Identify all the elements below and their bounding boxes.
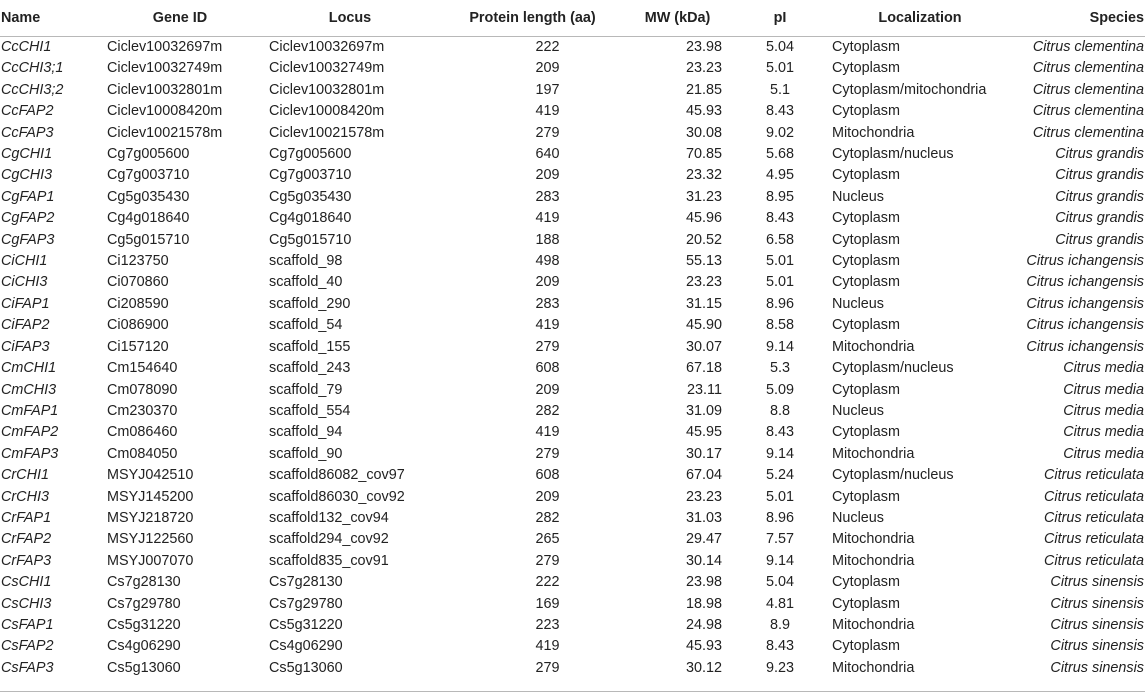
cell-mw: 45.93 (685, 638, 722, 655)
cell-species: Citrus media (1063, 445, 1144, 462)
cell-locus: Cs4g06290 (269, 638, 343, 655)
cell-localization: Nucleus (832, 402, 884, 419)
cell-locus: Ciclev10032697m (269, 39, 385, 55)
cell-localization: Cytoplasm (832, 103, 900, 120)
cell-protein-length: 222 (535, 574, 560, 591)
cell-gene-id: MSYJ007070 (107, 552, 194, 569)
cell-species: Citrus clementina (1032, 39, 1144, 55)
cell-protein-length: 282 (535, 402, 560, 419)
cell-localization: Cytoplasm (832, 488, 900, 505)
cell-name: CgCHI3 (1, 167, 53, 184)
cell-localization: Cytoplasm (832, 274, 900, 291)
cell-gene-id: MSYJ042510 (107, 467, 194, 484)
cell-protein-length: 283 (535, 188, 560, 205)
cell-species: Citrus clementina (1032, 81, 1144, 98)
cell-localization: Mitochondria (832, 659, 915, 676)
column-header-mw: MW (kDa) (625, 0, 730, 37)
cell-protein-length: 222 (535, 39, 560, 55)
table-row (0, 465, 1145, 486)
table-row (0, 80, 1145, 101)
cell-gene-id: Cm084050 (107, 445, 178, 462)
cell-name: CcFAP2 (1, 103, 54, 120)
cell-localization: Nucleus (832, 188, 884, 205)
cell-species: Citrus clementina (1032, 103, 1144, 120)
cell-name: CcCHI3;1 (1, 60, 64, 77)
cell-species: Citrus ichangensis (1026, 253, 1144, 270)
cell-species: Citrus ichangensis (1026, 338, 1144, 355)
cell-name: CmFAP1 (1, 402, 59, 419)
cell-name: CsFAP2 (1, 638, 54, 655)
cell-gene-id: Cm230370 (107, 402, 178, 419)
cell-gene-id: Ci157120 (107, 338, 169, 355)
cell-pi: 6.58 (765, 231, 794, 248)
cell-gene-id: Cm086460 (107, 424, 178, 441)
cell-locus: Cg7g003710 (269, 167, 352, 184)
cell-mw: 45.90 (685, 317, 722, 334)
cell-locus: Ciclev10032801m (269, 81, 385, 98)
cell-pi: 5.04 (765, 39, 794, 55)
table-row (0, 572, 1145, 593)
cell-gene-id: Cg7g003710 (107, 167, 190, 184)
cell-protein-length: 282 (535, 509, 560, 526)
cell-name: CrFAP3 (1, 552, 52, 569)
cell-name: CcFAP3 (1, 124, 54, 141)
cell-gene-id: Ciclev10032801m (107, 81, 223, 98)
header-row (0, 0, 1145, 37)
cell-localization: Cytoplasm/nucleus (832, 146, 954, 163)
cell-mw: 23.23 (685, 60, 722, 77)
cell-localization: Cytoplasm (832, 210, 900, 227)
cell-protein-length: 419 (535, 638, 560, 655)
cell-protein-length: 169 (535, 595, 560, 612)
table-row (0, 658, 1145, 679)
cell-mw: 30.17 (685, 445, 722, 462)
cell-name: CsCHI3 (1, 595, 52, 612)
cell-localization: Mitochondria (832, 552, 915, 569)
cell-mw: 31.09 (685, 402, 722, 419)
cell-localization: Nucleus (832, 295, 884, 312)
cell-locus: Cg5g035430 (269, 188, 352, 205)
cell-protein-length: 279 (535, 124, 560, 141)
cell-name: CmFAP2 (1, 424, 59, 441)
column-header-gene-id: Gene ID (100, 0, 260, 37)
cell-mw: 23.11 (687, 381, 722, 398)
cell-localization: Nucleus (832, 509, 884, 526)
cell-name: CiFAP1 (1, 295, 50, 312)
cell-name: CiCHI1 (1, 253, 48, 270)
cell-species: Citrus reticulata (1044, 531, 1144, 548)
cell-gene-id: Ci123750 (107, 253, 169, 270)
cell-species: Citrus sinensis (1050, 574, 1144, 591)
cell-pi: 9.02 (765, 124, 794, 141)
cell-name: CiFAP3 (1, 338, 50, 355)
column-header-protein-length: Protein length (aa) (440, 0, 625, 37)
table-row (0, 529, 1145, 550)
cell-mw: 70.85 (685, 146, 722, 163)
cell-protein-length: 419 (535, 424, 560, 441)
cell-gene-id: Cs7g28130 (107, 574, 181, 591)
table-row (0, 615, 1145, 636)
cell-name: CrFAP1 (1, 509, 52, 526)
table-row (0, 594, 1145, 615)
cell-gene-id: MSYJ218720 (107, 509, 194, 526)
table-row (0, 294, 1145, 315)
cell-species: Citrus grandis (1055, 231, 1144, 248)
table-row (0, 508, 1145, 529)
cell-species: Citrus reticulata (1044, 488, 1144, 505)
cell-name: CmCHI3 (1, 381, 57, 398)
cell-name: CgFAP2 (1, 210, 55, 227)
table-header (0, 0, 1145, 37)
cell-species: Citrus sinensis (1050, 616, 1144, 633)
cell-pi: 9.14 (765, 445, 794, 462)
cell-species: Citrus media (1063, 360, 1144, 377)
cell-species: Citrus media (1063, 381, 1144, 398)
cell-species: Citrus grandis (1055, 167, 1144, 184)
cell-protein-length: 419 (535, 317, 560, 334)
cell-pi: 4.95 (765, 167, 794, 184)
cell-locus: Cs7g29780 (269, 595, 343, 612)
cell-mw: 23.32 (685, 167, 722, 184)
cell-localization: Mitochondria (832, 124, 915, 141)
cell-species: Citrus media (1063, 402, 1144, 419)
cell-protein-length: 265 (535, 531, 560, 548)
cell-locus: Cg4g018640 (269, 210, 352, 227)
cell-mw: 31.15 (685, 295, 722, 312)
cell-protein-length: 209 (535, 167, 560, 184)
cell-protein-length: 608 (535, 467, 560, 484)
cell-gene-id: Cs4g06290 (107, 638, 181, 655)
cell-name: CrFAP2 (1, 531, 52, 548)
cell-protein-length: 209 (535, 274, 560, 291)
cell-name: CrCHI1 (1, 467, 49, 484)
cell-localization: Cytoplasm (832, 595, 900, 612)
cell-locus: scaffold_79 (269, 381, 343, 398)
cell-pi: 4.81 (765, 595, 794, 612)
cell-species: Citrus sinensis (1050, 638, 1144, 655)
column-header-locus: Locus (260, 0, 440, 37)
cell-mw: 20.52 (685, 231, 722, 248)
cell-gene-id: Ci208590 (107, 295, 169, 312)
cell-locus: scaffold132_cov94 (269, 509, 389, 526)
cell-pi: 5.1 (769, 81, 790, 98)
cell-species: Citrus ichangensis (1026, 274, 1144, 291)
cell-gene-id: Cg4g018640 (107, 210, 190, 227)
table-row (0, 636, 1145, 657)
cell-gene-id: Ci086900 (107, 317, 169, 334)
cell-protein-length: 608 (535, 360, 560, 377)
cell-species: Citrus media (1063, 424, 1144, 441)
cell-species: Citrus ichangensis (1026, 317, 1144, 334)
cell-localization: Cytoplasm (832, 39, 900, 55)
cell-pi: 5.01 (765, 60, 794, 77)
cell-name: CcCHI3;2 (1, 81, 64, 98)
table-row (0, 208, 1145, 229)
cell-protein-length: 419 (535, 210, 560, 227)
cell-locus: scaffold_40 (269, 274, 343, 291)
table-row (0, 123, 1145, 144)
cell-name: CsCHI1 (1, 574, 52, 591)
cell-locus: Cs7g28130 (269, 574, 343, 591)
cell-gene-id: Ci070860 (107, 274, 169, 291)
cell-pi: 8.43 (765, 210, 794, 227)
cell-gene-id: Cm078090 (107, 381, 178, 398)
cell-mw: 21.85 (685, 81, 722, 98)
cell-species: Citrus reticulata (1044, 467, 1144, 484)
cell-localization: Cytoplasm (832, 381, 900, 398)
cell-mw: 55.13 (685, 253, 722, 270)
cell-localization: Cytoplasm (832, 253, 900, 270)
cell-name: CgCHI1 (1, 146, 53, 163)
cell-pi: 5.01 (765, 488, 794, 505)
cell-localization: Cytoplasm (832, 231, 900, 248)
cell-locus: scaffold_54 (269, 317, 343, 334)
cell-locus: scaffold835_cov91 (269, 552, 389, 569)
column-header-name: Name (0, 0, 100, 37)
table-row (0, 101, 1145, 122)
table-row (0, 58, 1145, 79)
cell-species: Citrus clementina (1032, 124, 1144, 141)
cell-protein-length: 498 (535, 253, 560, 270)
bottom-rule (0, 691, 1145, 692)
cell-localization: Cytoplasm (832, 638, 900, 655)
table-row (0, 551, 1145, 572)
cell-species: Citrus grandis (1055, 188, 1144, 205)
cell-protein-length: 209 (535, 488, 560, 505)
table-row (0, 37, 1145, 59)
cell-mw: 67.18 (685, 360, 722, 377)
table-row (0, 315, 1145, 336)
cell-locus: Cs5g13060 (269, 659, 343, 676)
cell-locus: scaffold_94 (269, 424, 343, 441)
cell-gene-id: Cs5g13060 (107, 659, 181, 676)
cell-pi: 5.3 (769, 360, 790, 377)
table-row (0, 272, 1145, 293)
cell-protein-length: 223 (535, 616, 560, 633)
table-row (0, 444, 1145, 465)
cell-localization: Cytoplasm/mitochondria (832, 81, 987, 98)
cell-pi: 5.01 (765, 274, 794, 291)
cell-mw: 31.23 (685, 188, 722, 205)
cell-protein-length: 279 (535, 338, 560, 355)
cell-gene-id: Ciclev10032749m (107, 60, 223, 77)
cell-locus: scaffold86082_cov97 (269, 467, 405, 484)
cell-locus: scaffold_243 (269, 360, 351, 377)
cell-locus: scaffold86030_cov92 (269, 488, 405, 505)
table-row (0, 144, 1145, 165)
cell-mw: 18.98 (685, 595, 722, 612)
column-header-pi: pI (730, 0, 830, 37)
cell-species: Citrus sinensis (1050, 595, 1144, 612)
cell-locus: Cs5g31220 (269, 616, 343, 633)
table-row (0, 422, 1145, 443)
cell-pi: 5.01 (765, 253, 794, 270)
cell-mw: 23.23 (685, 488, 722, 505)
cell-name: CmFAP3 (1, 445, 59, 462)
cell-mw: 30.14 (685, 552, 722, 569)
table-row (0, 337, 1145, 358)
cell-locus: scaffold_554 (269, 402, 351, 419)
column-header-species: Species (1010, 0, 1145, 37)
column-header-localization: Localization (830, 0, 1010, 37)
cell-pi: 5.09 (765, 381, 794, 398)
cell-species: Citrus ichangensis (1026, 295, 1144, 312)
cell-mw: 29.47 (685, 531, 722, 548)
table-row (0, 358, 1145, 379)
cell-mw: 23.98 (685, 574, 722, 591)
cell-mw: 30.12 (685, 659, 722, 676)
cell-locus: Ciclev10021578m (269, 124, 385, 141)
cell-gene-id: Cs5g31220 (107, 616, 181, 633)
cell-localization: Mitochondria (832, 445, 915, 462)
cell-protein-length: 209 (535, 381, 560, 398)
table-row (0, 487, 1145, 508)
cell-localization: Cytoplasm (832, 167, 900, 184)
cell-gene-id: Cs7g29780 (107, 595, 181, 612)
cell-gene-id: Cg5g035430 (107, 188, 190, 205)
cell-locus: Ciclev10008420m (269, 103, 385, 120)
cell-localization: Cytoplasm (832, 424, 900, 441)
cell-protein-length: 419 (535, 103, 560, 120)
table-body (0, 37, 1145, 680)
cell-locus: scaffold_90 (269, 445, 343, 462)
cell-species: Citrus reticulata (1044, 509, 1144, 526)
cell-mw: 23.23 (685, 274, 722, 291)
cell-gene-id: MSYJ145200 (107, 488, 194, 505)
cell-pi: 5.04 (765, 574, 794, 591)
cell-name: CcCHI1 (1, 39, 52, 55)
cell-protein-length: 279 (535, 659, 560, 676)
table-row (0, 380, 1145, 401)
cell-mw: 31.03 (685, 509, 722, 526)
cell-mw: 24.98 (685, 616, 722, 633)
table-row (0, 230, 1145, 251)
table-row (0, 251, 1145, 272)
table-row (0, 187, 1145, 208)
cell-protein-length: 279 (535, 552, 560, 569)
cell-gene-id: Cg5g015710 (107, 231, 190, 248)
cell-mw: 23.98 (685, 39, 722, 55)
cell-pi: 5.68 (765, 146, 794, 163)
cell-localization: Mitochondria (832, 338, 915, 355)
cell-locus: scaffold_98 (269, 253, 343, 270)
cell-pi: 8.9 (769, 616, 790, 633)
cell-gene-id: MSYJ122560 (107, 531, 194, 548)
cell-pi: 8.43 (765, 638, 794, 655)
cell-locus: Cg7g005600 (269, 146, 352, 163)
cell-name: CiFAP2 (1, 317, 50, 334)
cell-species: Citrus clementina (1032, 60, 1144, 77)
cell-pi: 9.14 (765, 552, 794, 569)
cell-locus: scaffold294_cov92 (269, 531, 389, 548)
cell-name: CgFAP3 (1, 231, 55, 248)
table-row (0, 165, 1145, 186)
cell-name: CiCHI3 (1, 274, 48, 291)
cell-name: CsFAP3 (1, 659, 54, 676)
cell-localization: Cytoplasm (832, 60, 900, 77)
cell-gene-id: Ciclev10008420m (107, 103, 223, 120)
cell-localization: Cytoplasm (832, 317, 900, 334)
cell-localization: Mitochondria (832, 616, 915, 633)
cell-mw: 45.95 (685, 424, 722, 441)
cell-locus: Cg5g015710 (269, 231, 352, 248)
cell-gene-id: Ciclev10032697m (107, 39, 223, 55)
cell-gene-id: Ciclev10021578m (107, 124, 223, 141)
cell-pi: 8.95 (765, 188, 794, 205)
cell-localization: Cytoplasm (832, 574, 900, 591)
cell-gene-id: Cm154640 (107, 360, 178, 377)
cell-mw: 30.07 (685, 338, 722, 355)
cell-protein-length: 197 (535, 81, 560, 98)
cell-pi: 5.24 (765, 467, 794, 484)
cell-locus: scaffold_290 (269, 295, 351, 312)
cell-locus: scaffold_155 (269, 338, 351, 355)
cell-mw: 45.96 (685, 210, 722, 227)
cell-protein-length: 283 (535, 295, 560, 312)
cell-locus: Ciclev10032749m (269, 60, 385, 77)
cell-gene-id: Cg7g005600 (107, 146, 190, 163)
cell-pi: 8.43 (765, 424, 794, 441)
cell-species: Citrus reticulata (1044, 552, 1144, 569)
cell-protein-length: 209 (535, 60, 560, 77)
cell-name: CsFAP1 (1, 616, 54, 633)
cell-pi: 7.57 (765, 531, 794, 548)
table-row (0, 401, 1145, 422)
cell-pi: 8.43 (765, 103, 794, 120)
cell-mw: 67.04 (685, 467, 722, 484)
cell-mw: 45.93 (685, 103, 722, 120)
cell-mw: 30.08 (685, 124, 722, 141)
cell-species: Citrus sinensis (1050, 659, 1144, 676)
cell-name: CgFAP1 (1, 188, 55, 205)
cell-protein-length: 640 (535, 146, 560, 163)
cell-name: CrCHI3 (1, 488, 49, 505)
cell-localization: Cytoplasm/nucleus (832, 467, 954, 484)
cell-species: Citrus grandis (1055, 146, 1144, 163)
cell-pi: 8.96 (765, 509, 794, 526)
cell-pi: 9.23 (765, 659, 794, 676)
cell-name: CmCHI1 (1, 360, 57, 377)
cell-pi: 9.14 (765, 338, 794, 355)
cell-protein-length: 188 (535, 231, 560, 248)
cell-localization: Cytoplasm/nucleus (832, 360, 954, 377)
cell-pi: 8.58 (765, 317, 794, 334)
cell-pi: 8.8 (769, 402, 790, 419)
cell-species: Citrus grandis (1055, 210, 1144, 227)
cell-localization: Mitochondria (832, 531, 915, 548)
cell-protein-length: 279 (535, 445, 560, 462)
cell-pi: 8.96 (765, 295, 794, 312)
